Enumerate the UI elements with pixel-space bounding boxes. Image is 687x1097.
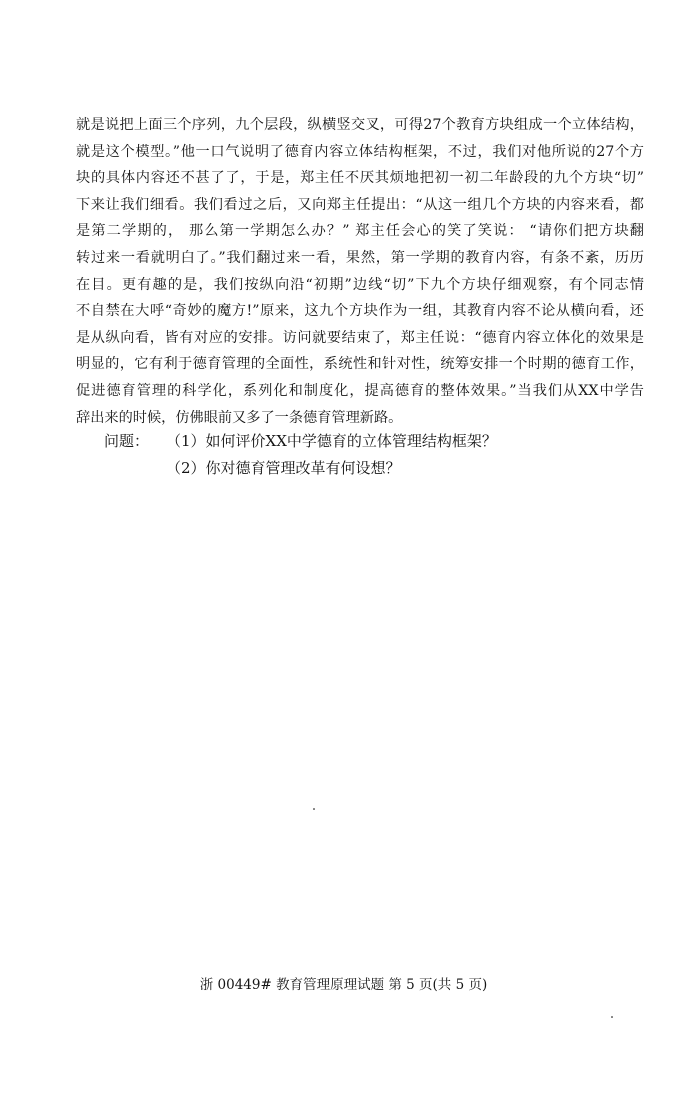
paragraph-line: 明显的，它有利于德育管理的全面性，系统性和针对性，统筹安排一个时期的德育工作， — [76, 356, 644, 373]
paragraph-line: 辞出来的时候，仿佛眼前又多了一条德育管理新路。 — [76, 409, 403, 426]
paragraph-line: 不自禁在大呼“奇妙的魔方!”原来，这九个方块作为一组，其教育内容不论从横向看，还 — [76, 303, 644, 320]
scan-speck — [611, 1016, 613, 1018]
paragraph-line: 就是说把上面三个序列，九个层段，纵横竖交叉，可得27个教育方块组成一个立体结构， — [76, 117, 644, 133]
paragraph-line: 转过来一看就明白了。”我们翻过来一看，果然，第一学期的教育内容，有条不紊，历历 — [76, 249, 644, 266]
questions-label: 问题： — [104, 432, 150, 450]
questions-block — [104, 428, 584, 482]
question-2: （2）你对德育管理改革有何设想？ — [166, 459, 401, 477]
paragraph-line: 促进德育管理的科学化，系列化和制度化，提高德育的整体效果。”当我们从XX中学告 — [76, 382, 644, 399]
case-study-paragraph — [76, 112, 644, 431]
scan-speck — [313, 808, 315, 810]
paragraph-line: 在目。更有趣的是，我们按纵向沿“初期”边线“切”下九个方块仔细观察，有个同志情 — [76, 276, 644, 293]
page-footer: 浙 00449# 教育管理原理试题 第 5 页(共 5 页) — [199, 977, 488, 993]
question-1: （1）如何评价XX中学德育的立体管理结构框架？ — [166, 432, 497, 450]
paragraph-line: 是从纵向看，皆有对应的安排。访问就要结束了，郑主任说：“德育内容立体化的效果是 — [76, 329, 644, 346]
question-row — [104, 428, 584, 455]
paragraph-line: 块的具体内容还不甚了了，于是，郑主任不厌其烦地把初一初二年龄段的九个方块“切” — [76, 170, 644, 187]
question-row — [104, 455, 584, 482]
paragraph-line: 是第二学期的， 那么第一学期怎么办？” 郑主任会心的笑了笑说： “请你们把方块翻 — [76, 223, 644, 240]
paragraph-line: 下来让我们细看。我们看过之后，又向郑主任提出：“从这一组几个方块的内容来看，都 — [76, 196, 644, 213]
paragraph-line: 就是这个模型。”他一口气说明了德育内容立体结构框架，不过，我们对他所说的27个方 — [76, 143, 644, 160]
